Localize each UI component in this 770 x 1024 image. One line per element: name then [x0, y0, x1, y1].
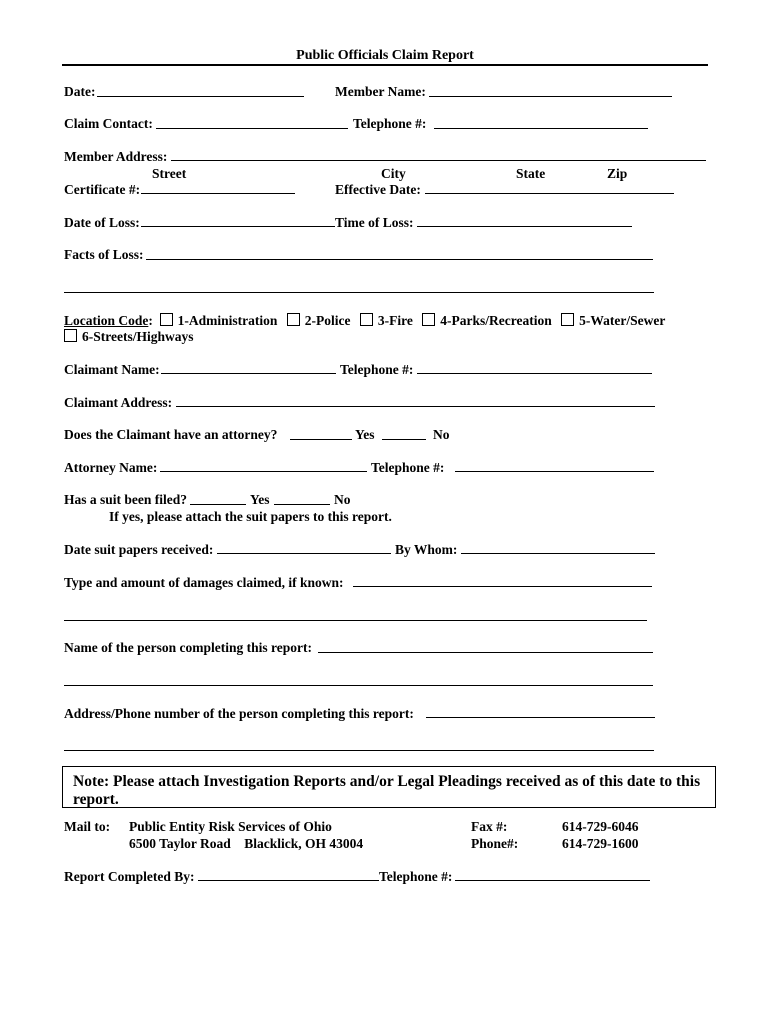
claim-contact-field[interactable]	[156, 128, 348, 129]
mail-address: 6500 Taylor Road Blacklick, OH 43004	[129, 836, 364, 851]
telephone-4-label: Telephone #:	[379, 869, 453, 884]
location-code-group	[64, 313, 671, 329]
member-address-label: Member Address:	[64, 149, 168, 164]
facts-of-loss-label: Facts of Loss:	[64, 247, 144, 262]
location-option-label: 5-Water/Sewer	[579, 313, 666, 328]
telephone-1-label: Telephone #:	[353, 116, 427, 131]
location-option-label: 3-Fire	[377, 313, 413, 328]
suit-no-label: No	[334, 492, 351, 507]
person-name-field[interactable]	[318, 652, 653, 653]
location-option-label: 2-Police	[304, 313, 351, 328]
time-of-loss-field[interactable]	[417, 226, 632, 227]
note-text: Note: Please attach Investigation Reports and/or Legal Pleadings received as of this date to this report.	[73, 773, 701, 808]
location-option-1[interactable]	[160, 313, 278, 328]
claim-contact-label: Claim Contact:	[64, 116, 153, 131]
suit-note: If yes, please attach the suit papers to this report.	[109, 509, 392, 524]
location-option-3[interactable]	[360, 313, 413, 328]
member-name-label: Member Name:	[335, 84, 426, 99]
telephone-1-field[interactable]	[434, 128, 648, 129]
mail-org: Public Entity Risk Services of Ohio	[129, 819, 332, 834]
suit-filed-no-field[interactable]	[274, 504, 330, 505]
street-caption: Street	[152, 166, 187, 181]
attorney-name-label: Attorney Name:	[64, 460, 158, 475]
time-of-loss-label: Time of Loss:	[335, 215, 414, 230]
by-whom-field[interactable]	[461, 553, 655, 554]
effective-date-field[interactable]	[425, 193, 674, 194]
suit-yes-label: Yes	[250, 492, 270, 507]
date-field[interactable]	[97, 96, 304, 97]
location-option-5[interactable]	[561, 313, 665, 328]
attorney-name-field[interactable]	[160, 471, 367, 472]
person-name-field-2[interactable]	[64, 685, 653, 686]
location-code-group-2	[64, 329, 200, 345]
date-label: Date:	[64, 84, 96, 99]
attorney-question-label: Does the Claimant have an attorney?	[64, 427, 278, 442]
facts-of-loss-field-2[interactable]	[64, 292, 654, 293]
fax-number: 614-729-6046	[562, 819, 639, 834]
checkbox-icon[interactable]	[422, 313, 435, 326]
checkbox-icon[interactable]	[561, 313, 574, 326]
attorney-yes-field[interactable]	[290, 439, 352, 440]
person-name-label: Name of the person completing this report:	[64, 640, 312, 655]
damages-label: Type and amount of damages claimed, if known:	[64, 575, 344, 590]
checkbox-icon[interactable]	[287, 313, 300, 326]
location-option-6[interactable]	[64, 329, 194, 344]
location-option-label: 4-Parks/Recreation	[440, 313, 552, 328]
attorney-no-label: No	[433, 427, 450, 442]
date-of-loss-label: Date of Loss:	[64, 215, 140, 230]
report-completed-by-label: Report Completed By:	[64, 869, 195, 884]
date-of-loss-field[interactable]	[141, 226, 335, 227]
claimant-name-label: Claimant Name:	[64, 362, 160, 377]
damages-field[interactable]	[353, 586, 652, 587]
phone-number: 614-729-1600	[562, 836, 639, 851]
facts-of-loss-field[interactable]	[146, 259, 653, 260]
phone-label: Phone#:	[471, 836, 519, 851]
date-suit-received-label: Date suit papers received:	[64, 542, 214, 557]
title-rule	[62, 64, 708, 66]
person-address-label: Address/Phone number of the person completing this report:	[64, 706, 414, 721]
location-code-colon: :	[148, 313, 153, 328]
suit-filed-yes-field[interactable]	[190, 504, 246, 505]
date-suit-received-field[interactable]	[217, 553, 391, 554]
location-code-label: Location Code	[64, 313, 149, 328]
note-box	[62, 766, 716, 808]
checkbox-icon[interactable]	[160, 313, 173, 326]
telephone-3-field[interactable]	[455, 471, 654, 472]
checkbox-icon[interactable]	[360, 313, 373, 326]
claimant-address-field[interactable]	[176, 406, 655, 407]
location-option-4[interactable]	[422, 313, 551, 328]
location-option-label: 6-Streets/Highways	[82, 329, 194, 344]
person-address-field-2[interactable]	[64, 750, 654, 751]
effective-date-label: Effective Date:	[335, 182, 421, 197]
report-completed-by-field[interactable]	[198, 880, 379, 881]
certificate-field[interactable]	[141, 193, 295, 194]
telephone-2-field[interactable]	[417, 373, 652, 374]
checkbox-icon[interactable]	[64, 329, 77, 342]
attorney-no-field[interactable]	[382, 439, 426, 440]
state-caption: State	[516, 166, 546, 181]
damages-field-2[interactable]	[64, 620, 647, 621]
suit-filed-label: Has a suit been filed?	[64, 492, 188, 507]
attorney-yes-label: Yes	[355, 427, 375, 442]
member-address-field[interactable]	[171, 160, 706, 161]
location-option-2[interactable]	[287, 313, 351, 328]
mail-to-label: Mail to:	[64, 819, 111, 834]
member-name-field[interactable]	[429, 96, 672, 97]
location-option-label: 1-Administration	[177, 313, 278, 328]
telephone-3-label: Telephone #:	[371, 460, 445, 475]
telephone-2-label: Telephone #:	[340, 362, 414, 377]
claimant-name-field[interactable]	[161, 373, 336, 374]
by-whom-label: By Whom:	[395, 542, 458, 557]
telephone-4-field[interactable]	[455, 880, 650, 881]
person-address-field[interactable]	[426, 717, 655, 718]
zip-caption: Zip	[607, 166, 628, 181]
page-title: Public Officials Claim Report	[296, 48, 474, 63]
certificate-label: Certificate #:	[64, 182, 141, 197]
fax-label: Fax #:	[471, 819, 508, 834]
city-caption: City	[381, 166, 406, 181]
claimant-address-label: Claimant Address:	[64, 395, 173, 410]
